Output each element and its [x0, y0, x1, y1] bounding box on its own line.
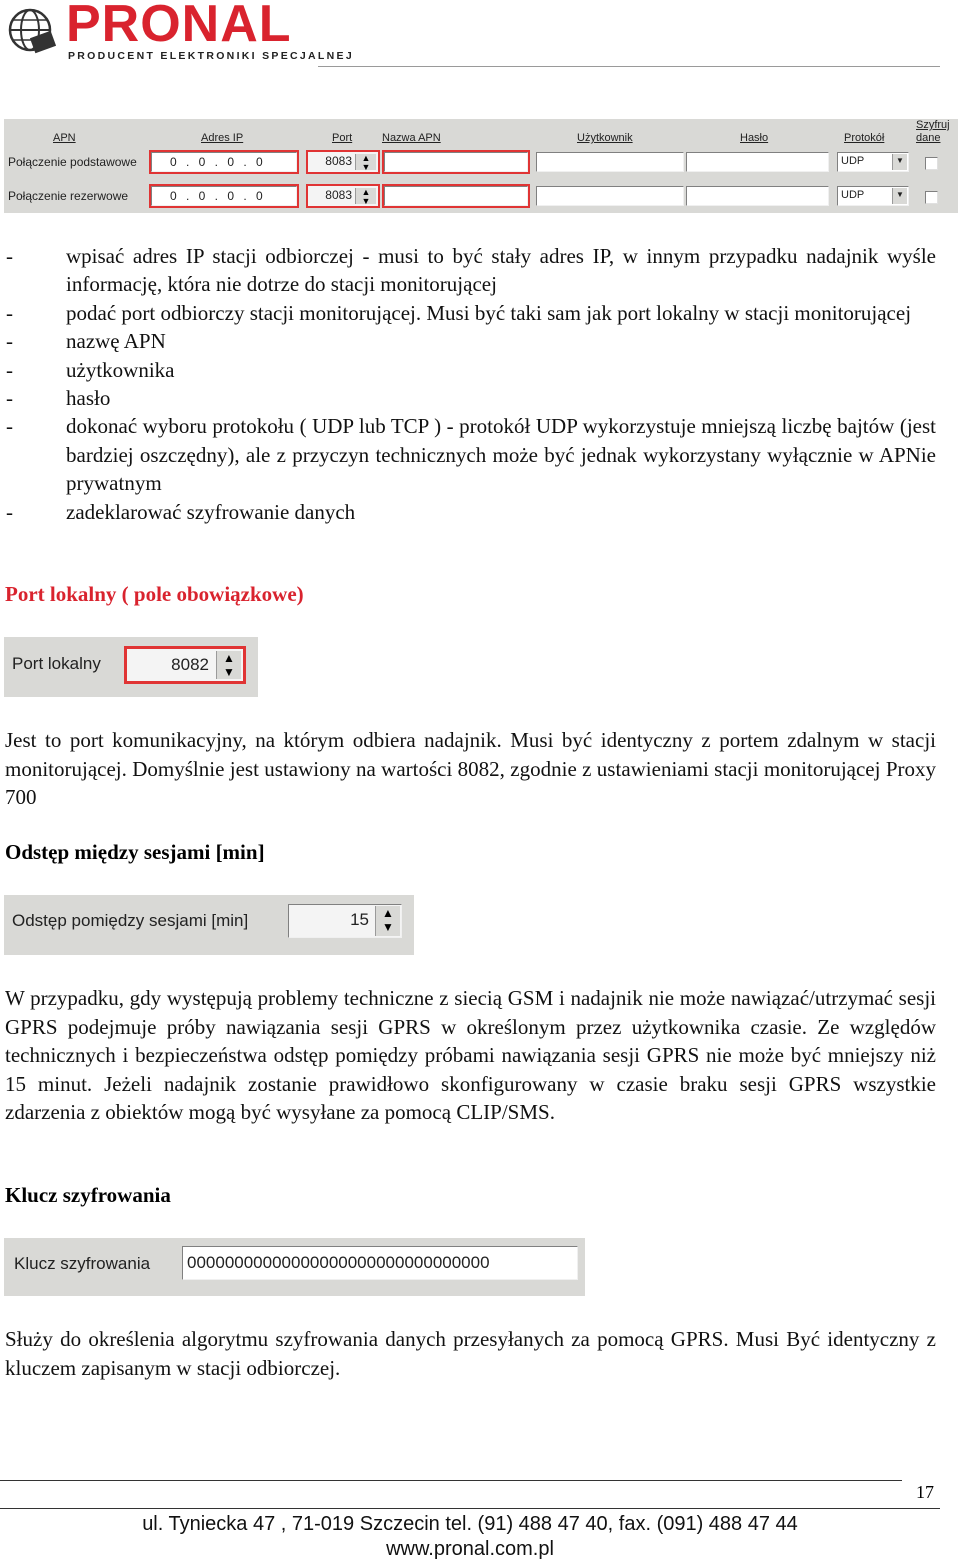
port-value: 8083: [325, 154, 352, 168]
encryption-key-label: Klucz szyfrowania: [14, 1254, 151, 1273]
encrypt-checkbox-backup[interactable]: [925, 191, 938, 204]
col-header-apn: APN: [53, 132, 76, 144]
row-label-backup: Połączenie rezerwowe: [8, 189, 129, 203]
session-section-heading: Odstęp między sesjami [min]: [5, 840, 265, 864]
session-interval-panel: [4, 895, 414, 955]
port-value: 8083: [325, 188, 352, 202]
footer-divider: [0, 1508, 940, 1509]
footer-website[interactable]: www.pronal.com.pl: [386, 1538, 554, 1560]
apn-name-field-primary[interactable]: [384, 152, 528, 172]
col-header-encrypt: Szyfruj dane: [916, 119, 950, 144]
header-divider: [318, 66, 940, 67]
key-description: Służy do określenia algorytmu szyfrowania danych przesyłanych za pomocą GPRS. Musi Być identyczny z kluczem zapisanym w stacji odbiorczej.: [5, 1327, 936, 1380]
chevron-down-icon[interactable]: ▼: [892, 154, 907, 170]
local-port-spinner[interactable]: [124, 646, 246, 684]
setup-steps-list: [6, 242, 936, 526]
logo-subtitle: PRODUCENT ELEKTRONIKI SPECJALNEJ: [68, 50, 354, 62]
ip-field-primary[interactable]: 0 . 0 . 0 . 0: [151, 152, 297, 172]
list-item: - hasło: [6, 386, 111, 411]
spinner-arrows-icon[interactable]: ▲ ▼: [355, 154, 376, 170]
globe-logo-icon: [6, 6, 58, 56]
port-spinner-backup[interactable]: [306, 184, 380, 208]
port-description: Jest to port komunikacyjny, na którym odbiera nadajnik. Musi być identyczny z portem zdalnym w stacji monitorującej. Domyślnie jest ustawiony na wartości 8082, zgodnie z ustawieniami stacji monitorującej Proxy 700: [5, 728, 936, 809]
list-item: - podać port odbiorczy stacji monitorującej. Musi być taki sam jak port lokalny w stacji monitorującej: [6, 300, 912, 325]
spinner-arrows-icon[interactable]: ▲ ▼: [355, 188, 376, 204]
page-number: 17: [916, 1482, 934, 1502]
session-interval-value: 15: [350, 910, 369, 929]
col-header-ip: Adres IP: [201, 132, 244, 144]
list-item: - dokonać wyboru protokołu ( UDP lub TCP ) - protokół UDP wykorzystuje mniejszą liczbę bajtów (jest bardziej oszczędny), ale z przyczyn technicznych może być jednak wykorzystany wyłącznie w APNie prywatnym: [6, 414, 936, 496]
user-field-backup[interactable]: [536, 186, 684, 206]
spinner-arrows-icon[interactable]: ▲ ▼: [375, 906, 400, 936]
apn-name-field-backup[interactable]: [384, 186, 528, 206]
list-item: - zadeklarować szyfrowanie danych: [6, 499, 356, 524]
col-header-password: Hasło: [740, 132, 769, 144]
encryption-key-panel: [4, 1238, 585, 1296]
local-port-label: Port lokalny: [12, 654, 101, 673]
local-port-panel: [4, 637, 258, 697]
protocol-select-primary[interactable]: UDP ▼: [837, 152, 909, 172]
logo-text: PRONAL: [66, 0, 292, 53]
footer-divider: [0, 1480, 902, 1481]
protocol-select-backup[interactable]: UDP ▼: [837, 186, 909, 206]
password-field-backup[interactable]: [686, 186, 829, 206]
port-spinner-primary[interactable]: [306, 150, 380, 174]
col-header-user: Użytkownik: [577, 132, 633, 144]
footer-address: ul. Tyniecka 47 , 71-019 Szczecin tel. (91) 488 47 40, fax. (091) 488 47 44: [142, 1513, 798, 1535]
page-header: [0, 0, 960, 70]
col-header-apn-name: Nazwa APN: [382, 132, 441, 144]
port-section-heading: Port lokalny ( pole obowiązkowe): [5, 582, 304, 606]
session-interval-spinner[interactable]: [288, 904, 402, 938]
chevron-down-icon[interactable]: ▼: [892, 188, 907, 204]
row-label-primary: Połączenie podstawowe: [8, 155, 137, 169]
user-field-primary[interactable]: [536, 152, 684, 172]
local-port-value: 8082: [171, 655, 209, 674]
encryption-key-input[interactable]: 00000000000000000000000000000000: [182, 1246, 578, 1280]
spinner-arrows-icon[interactable]: ▲ ▼: [216, 651, 241, 679]
list-item: - użytkownika: [6, 357, 175, 382]
password-field-primary[interactable]: [686, 152, 829, 172]
connection-settings-panel: [4, 119, 958, 213]
col-header-port: Port: [332, 132, 353, 144]
encrypt-checkbox-primary[interactable]: [925, 157, 938, 170]
ip-field-backup[interactable]: 0 . 0 . 0 . 0: [151, 186, 297, 206]
session-interval-label: Odstęp pomiędzy sesjami [min]: [12, 911, 249, 930]
col-header-protocol: Protokół: [844, 132, 885, 144]
key-section-heading: Klucz szyfrowania: [5, 1183, 171, 1207]
list-item: - wpisać adres IP stacji odbiorczej - musi to być stały adres IP, w innym przypadku nadajnik wyśle informację, która nie dotrze do stacji monitorującej: [6, 244, 936, 297]
session-description: W przypadku, gdy występują problemy techniczne z siecią GSM i nadajnik nie może nawiązać/utrzymać sesji GPRS podejmuje próby nawiązania sesji GPRS w określonym przez użytkownika czasie. Ze względów technicznych i bezpieczeństwa odstęp pomiędzy próbami nawiązania sesji GPRS nie może być mniejszy niż 15 minut. Jeżeli nadajnik zostanie prawidłowo skonfigurowany w czasie braku sesji GPRS wszystkie zdarzenia z obiektów mogą być wysyłane za pomocą CLIP/SMS.: [5, 986, 936, 1124]
list-item: - nazwę APN: [6, 329, 166, 354]
